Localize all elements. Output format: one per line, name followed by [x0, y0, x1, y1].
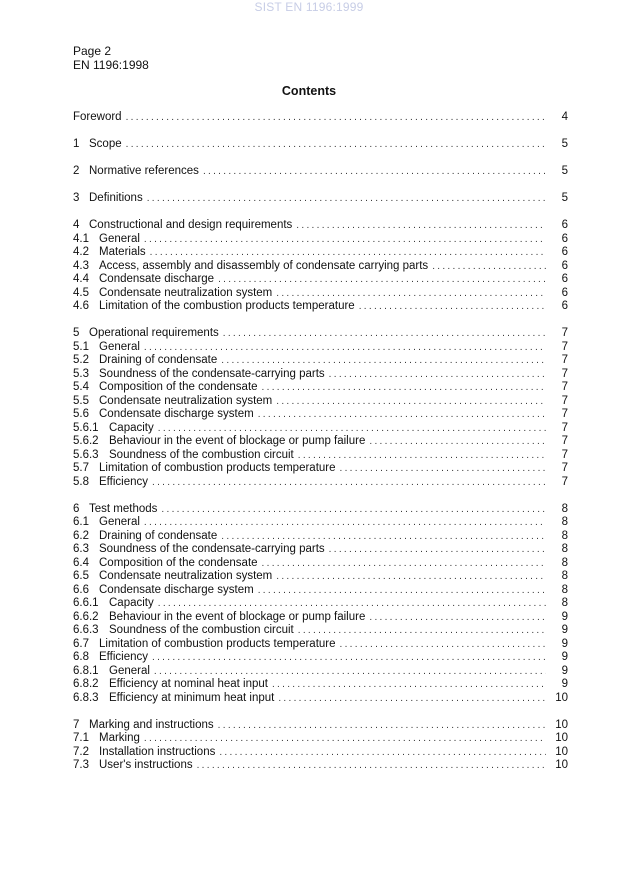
- watermark: SIST EN 1196:1999: [254, 0, 364, 14]
- toc-entry-number: 4.1: [73, 232, 89, 245]
- toc-entry-page: 6: [561, 259, 568, 272]
- toc-entry-title: General: [99, 516, 140, 528]
- toc-entry-title: Constructional and design requirements: [89, 219, 293, 231]
- toc-entry-number: 6.5: [73, 570, 89, 582]
- toc-entry[interactable]: [73, 287, 568, 301]
- toc-entry-title: Composition of the condensate: [99, 556, 258, 569]
- toc-entry-title: Definitions: [89, 192, 143, 204]
- dot-leader: [262, 381, 546, 395]
- toc-entry-number: 6.1: [73, 516, 89, 528]
- toc-entry[interactable]: [73, 300, 568, 314]
- toc-entry[interactable]: [73, 219, 568, 233]
- dot-leader: [359, 300, 546, 314]
- dot-leader: [329, 543, 546, 557]
- toc-entry-title: Condensate neutralization system: [99, 570, 273, 582]
- toc-entry[interactable]: [73, 530, 568, 544]
- dot-leader: [276, 287, 546, 301]
- dot-leader: [152, 651, 546, 665]
- toc-entry-number: 6.6.3: [73, 624, 99, 636]
- toc-entry-title: Soundness of the condensate-carrying parts: [99, 367, 325, 380]
- toc-entry-title: Scope: [89, 138, 122, 150]
- toc-entry-number: 5: [73, 327, 80, 339]
- dot-leader: [340, 638, 546, 652]
- toc-entry-title: Test methods: [89, 502, 158, 515]
- toc-entry-page: 6: [561, 219, 568, 231]
- dot-leader: [296, 219, 546, 233]
- toc-entry-number: 5.6.3: [73, 448, 99, 461]
- toc-entry-number: 5.5: [73, 394, 89, 407]
- toc-entry-number: 4.3: [73, 259, 89, 272]
- dot-leader: [126, 138, 546, 152]
- toc-entry-title: Operational requirements: [89, 327, 219, 339]
- dot-leader: [152, 476, 546, 490]
- toc-entry[interactable]: [73, 503, 568, 517]
- toc-entry-number: 4.5: [73, 286, 89, 299]
- toc-entry-number: 6: [73, 502, 80, 515]
- toc-entry-page: 7: [561, 462, 568, 474]
- toc-entry-title: Efficiency at nominal heat input: [109, 678, 268, 690]
- toc-entry[interactable]: [73, 381, 568, 395]
- dot-leader: [278, 692, 546, 706]
- dot-leader: [369, 435, 546, 449]
- toc-entry-title: Soundness of the condensate-carrying parts: [99, 543, 325, 555]
- toc-entry[interactable]: [73, 192, 568, 206]
- toc-spacer: [73, 152, 568, 166]
- toc-entry-page: 8: [561, 516, 568, 528]
- toc-entry-number: 5.4: [73, 381, 89, 393]
- toc-entry[interactable]: [73, 260, 568, 274]
- dot-leader: [158, 597, 546, 611]
- dot-leader: [218, 273, 546, 287]
- toc-entry-title: Condensate discharge system: [99, 408, 254, 420]
- toc-entry-title: Efficiency at minimum heat input: [109, 691, 275, 704]
- toc-entry[interactable]: [73, 354, 568, 368]
- toc-entry-number: 4.4: [73, 273, 89, 285]
- toc-entry[interactable]: [73, 462, 568, 476]
- toc-entry-number: 2: [73, 165, 80, 177]
- toc-entry-page: 6: [561, 246, 568, 258]
- toc-entry-title: Limitation of combustion products temperature: [99, 637, 336, 650]
- toc-entry[interactable]: [73, 435, 568, 449]
- toc-entry[interactable]: [73, 732, 568, 746]
- toc-entry[interactable]: [73, 273, 568, 287]
- dot-leader: [144, 233, 546, 247]
- toc-entry-page: 7: [561, 421, 568, 434]
- toc-entry-title: Efficiency: [99, 651, 149, 663]
- toc-entry-number: 7.2: [73, 745, 89, 758]
- toc-entry-page: 8: [561, 583, 568, 596]
- toc-entry-number: 5.6.2: [73, 435, 99, 447]
- dot-leader: [221, 530, 546, 544]
- dot-leader: [154, 665, 546, 679]
- toc-entry-number: 6.8.3: [73, 691, 99, 704]
- toc-entry-page: 7: [561, 448, 568, 461]
- toc-entry-number: 6.2: [73, 529, 89, 542]
- toc-entry-title: Behaviour in the event of blockage or pump failure: [109, 435, 366, 447]
- toc-entry-page: 7: [561, 475, 568, 488]
- toc-entry-title: Condensate neutralization system: [99, 286, 273, 299]
- toc-entry-number: 6.7: [73, 637, 89, 650]
- toc-entry-number: 6.6.1: [73, 597, 99, 609]
- toc-entry[interactable]: [73, 138, 568, 152]
- toc-entry-page: 5: [561, 165, 568, 177]
- toc-spacer: [73, 125, 568, 139]
- toc-entry-number: 4.2: [73, 246, 89, 258]
- toc-entry-title: Foreword: [73, 111, 122, 123]
- toc-entry[interactable]: [73, 395, 568, 409]
- toc-entry-number: 5.1: [73, 340, 89, 353]
- dot-leader: [329, 368, 546, 382]
- toc-entry-page: 9: [561, 637, 568, 650]
- toc-entry-page: 8: [561, 502, 568, 515]
- toc-entry[interactable]: [73, 692, 568, 706]
- dot-leader: [147, 192, 546, 206]
- toc-entry-page: 7: [561, 381, 568, 393]
- dot-leader: [369, 611, 546, 625]
- toc-entry-title: Materials: [99, 246, 146, 258]
- dot-leader: [203, 165, 546, 179]
- contents-title: Contents: [281, 84, 337, 98]
- toc-entry-page: 6: [561, 300, 568, 312]
- toc-entry-page: 7: [561, 394, 568, 407]
- toc-entry-page: 8: [561, 529, 568, 542]
- toc-entry-page: 9: [561, 610, 568, 623]
- toc-entry-title: Capacity: [109, 597, 154, 609]
- dot-leader: [197, 759, 546, 773]
- toc-entry-title: Behaviour in the event of blockage or pump failure: [109, 610, 366, 623]
- toc-entry-page: 7: [561, 408, 568, 420]
- toc-entry-number: 6.8: [73, 651, 89, 663]
- dot-leader: [126, 111, 546, 125]
- dot-leader: [144, 732, 546, 746]
- toc-entry[interactable]: [73, 449, 568, 463]
- dot-leader: [432, 260, 546, 274]
- toc-entry-number: 1: [73, 138, 80, 150]
- toc-entry-page: 7: [561, 340, 568, 353]
- toc-entry-page: 5: [561, 138, 568, 150]
- dot-leader: [298, 449, 546, 463]
- toc-entry-number: 6.8.1: [73, 664, 99, 677]
- toc-entry[interactable]: [73, 678, 568, 692]
- toc-entry[interactable]: [73, 111, 568, 125]
- dot-leader: [276, 570, 546, 584]
- toc-entry-page: 7: [561, 327, 568, 339]
- toc-entry-number: 5.6.1: [73, 421, 99, 434]
- toc-entry-number: 6.4: [73, 556, 89, 569]
- toc-entry-number: 6.3: [73, 543, 89, 555]
- toc-entry-title: Installation instructions: [99, 745, 216, 758]
- toc-entry[interactable]: [73, 638, 568, 652]
- toc-entry-page: 6: [561, 273, 568, 285]
- dot-leader: [161, 503, 546, 517]
- dot-leader: [158, 422, 546, 436]
- toc-entry-number: 3: [73, 192, 80, 204]
- toc-entry[interactable]: [73, 368, 568, 382]
- toc-entry-title: Condensate neutralization system: [99, 394, 273, 407]
- toc-entry-number: 5.7: [73, 462, 89, 474]
- toc-entry-number: 7.3: [73, 759, 89, 771]
- dot-leader: [221, 354, 546, 368]
- toc-entry-title: Efficiency: [99, 475, 149, 488]
- dot-leader: [340, 462, 546, 476]
- toc-entry-page: 6: [561, 232, 568, 245]
- toc-spacer: [73, 206, 568, 220]
- toc-entry[interactable]: [73, 327, 568, 341]
- toc-entry-number: 5.2: [73, 354, 89, 366]
- toc-entry-title: Draining of condensate: [99, 354, 218, 366]
- toc-entry-page: 4: [561, 111, 568, 123]
- toc-entry[interactable]: [73, 543, 568, 557]
- toc-entry-title: General: [109, 664, 150, 677]
- dot-leader: [298, 624, 546, 638]
- toc-entry-page: 5: [561, 192, 568, 204]
- toc-entry[interactable]: [73, 516, 568, 530]
- toc-spacer: [73, 314, 568, 328]
- toc-entry-number: 7.1: [73, 732, 89, 744]
- toc-entry-title: Marking and instructions: [89, 718, 214, 731]
- table-of-contents: [73, 111, 568, 773]
- toc-entry-title: Limitation of combustion products temperature: [99, 462, 336, 474]
- dot-leader: [219, 746, 546, 760]
- toc-entry-page: 10: [555, 732, 568, 744]
- toc-entry-title: Soundness of the combustion circuit: [109, 624, 294, 636]
- toc-entry-page: 10: [555, 691, 568, 704]
- dot-leader: [144, 516, 546, 530]
- toc-spacer: [73, 705, 568, 719]
- toc-entry-page: 10: [555, 745, 568, 758]
- toc-entry-number: 4.6: [73, 300, 89, 312]
- toc-entry[interactable]: [73, 570, 568, 584]
- toc-entry-title: Composition of the condensate: [99, 381, 258, 393]
- toc-entry[interactable]: [73, 665, 568, 679]
- toc-entry[interactable]: [73, 246, 568, 260]
- toc-entry[interactable]: [73, 476, 568, 490]
- toc-entry[interactable]: [73, 165, 568, 179]
- toc-spacer: [73, 489, 568, 503]
- toc-entry[interactable]: [73, 408, 568, 422]
- toc-entry[interactable]: [73, 611, 568, 625]
- dot-leader: [144, 341, 546, 355]
- toc-entry[interactable]: [73, 584, 568, 598]
- toc-entry-number: 5.6: [73, 408, 89, 420]
- dot-leader: [262, 557, 546, 571]
- toc-entry-page: 6: [561, 286, 568, 299]
- toc-entry[interactable]: [73, 624, 568, 638]
- toc-entry-title: Soundness of the combustion circuit: [109, 448, 294, 461]
- toc-entry-title: Access, assembly and disassembly of condensate carrying parts: [99, 259, 429, 272]
- document-id: EN 1196:1998: [73, 58, 149, 72]
- toc-spacer: [73, 179, 568, 193]
- toc-entry[interactable]: [73, 651, 568, 665]
- toc-entry-number: 6.6.2: [73, 610, 99, 623]
- toc-entry-title: Condensate discharge system: [99, 583, 254, 596]
- toc-entry-number: 5.3: [73, 367, 89, 380]
- toc-entry-page: 8: [561, 597, 568, 609]
- dot-leader: [258, 584, 546, 598]
- toc-entry-page: 7: [561, 435, 568, 447]
- toc-entry[interactable]: [73, 422, 568, 436]
- toc-entry-page: 9: [561, 651, 568, 663]
- toc-entry-title: Normative references: [89, 165, 199, 177]
- toc-entry-page: 9: [561, 624, 568, 636]
- toc-entry-title: Condensate discharge: [99, 273, 215, 285]
- toc-entry-page: 9: [561, 664, 568, 677]
- toc-entry-number: 5.8: [73, 475, 89, 488]
- dot-leader: [150, 246, 546, 260]
- dot-leader: [223, 327, 546, 341]
- toc-entry-page: 7: [561, 367, 568, 380]
- toc-entry-title: Limitation of the combustion products temperature: [99, 300, 355, 312]
- toc-entry[interactable]: [73, 759, 568, 773]
- dot-leader: [272, 678, 546, 692]
- toc-entry-title: General: [99, 340, 140, 353]
- toc-entry[interactable]: [73, 746, 568, 760]
- toc-entry-page: 8: [561, 570, 568, 582]
- toc-entry[interactable]: [73, 341, 568, 355]
- toc-entry-page: 10: [555, 759, 568, 771]
- toc-entry-number: 4: [73, 219, 80, 231]
- dot-leader: [258, 408, 546, 422]
- dot-leader: [276, 395, 546, 409]
- toc-entry-page: 8: [561, 543, 568, 555]
- toc-entry-title: Marking: [99, 732, 140, 744]
- dot-leader: [218, 719, 546, 733]
- toc-entry-number: 7: [73, 718, 80, 731]
- toc-entry-title: Capacity: [109, 421, 154, 434]
- toc-entry-page: 9: [561, 678, 568, 690]
- toc-entry[interactable]: [73, 233, 568, 247]
- toc-entry-title: General: [99, 232, 140, 245]
- toc-entry[interactable]: [73, 597, 568, 611]
- toc-entry-title: User's instructions: [99, 759, 193, 771]
- toc-entry-number: 6.6: [73, 583, 89, 596]
- page-header: [73, 44, 149, 72]
- page-label: Page 2: [73, 44, 112, 58]
- toc-entry[interactable]: [73, 557, 568, 571]
- toc-entry-number: 6.8.2: [73, 678, 99, 690]
- toc-entry-title: Draining of condensate: [99, 529, 218, 542]
- toc-entry-page: 7: [561, 354, 568, 366]
- toc-entry[interactable]: [73, 719, 568, 733]
- toc-entry-page: 8: [561, 556, 568, 569]
- toc-entry-page: 10: [555, 718, 568, 731]
